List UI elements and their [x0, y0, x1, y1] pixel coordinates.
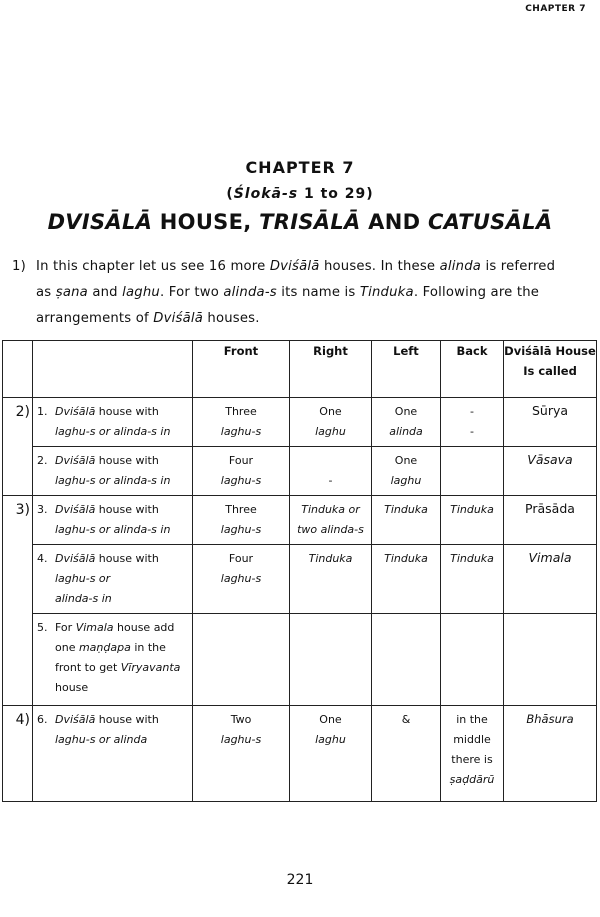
cell-house-name: Sūrya	[504, 398, 597, 447]
cell-right: One laghu	[290, 706, 372, 802]
cell-front: Three laghu-s	[193, 398, 290, 447]
table-row	[3, 706, 597, 802]
group-number: 3)	[3, 496, 33, 706]
row-description: 1. Dviśālā house with laghu-s or alinda-s in	[33, 398, 193, 447]
cell-back: - -	[441, 398, 504, 447]
cell-back: in the middle there is ṣaḍdārū	[441, 706, 504, 802]
cell-right: Tinduka or two alinda-s	[290, 496, 372, 545]
table-row	[3, 614, 597, 706]
cell-front: Four laghu-s	[193, 545, 290, 614]
cell-right: One laghu	[290, 398, 372, 447]
row-description: 6. Dviśālā house with laghu-s or alinda	[33, 706, 193, 802]
main-heading: DVISĀLĀ HOUSE, TRISĀLĀ AND CATUSĀLĀ	[47, 210, 553, 234]
header-empty	[33, 341, 193, 398]
cell-front: Three laghu-s	[193, 496, 290, 545]
cell-left: One alinda	[372, 398, 441, 447]
sloka-line: (Ślokā-s 1 to 29)	[226, 186, 374, 202]
table-row	[3, 447, 597, 496]
row-description: 2. Dviśālā house with laghu-s or alinda-s in	[33, 447, 193, 496]
cell-right: -	[290, 447, 372, 496]
cell-empty	[504, 614, 597, 706]
table-row	[3, 398, 597, 447]
group-number: 2)	[3, 398, 33, 496]
header-back: Back	[441, 341, 504, 398]
intro-paragraph: 1) In this chapter let us see 16 more Dviśālā houses. In these alinda is referred as ṣana and laghu. For two alinda-s its name is Tinduka. Following are the arrangements of Dviśālā houses.	[12, 254, 586, 332]
page-number: 221	[286, 872, 314, 888]
row-description: 5. For Vimala house add one maṇḍapa in the front to get Vīryavanta house	[33, 614, 193, 706]
table-header-row	[3, 341, 597, 398]
header-left: Left	[372, 341, 441, 398]
cell-left: &	[372, 706, 441, 802]
running-head: CHAPTER 7	[525, 4, 586, 14]
dvisala-table	[2, 340, 597, 802]
cell-back	[441, 447, 504, 496]
cell-empty	[193, 614, 290, 706]
header-front: Front	[193, 341, 290, 398]
cell-back: Tinduka	[441, 545, 504, 614]
cell-right: Tinduka	[290, 545, 372, 614]
cell-front: Two laghu-s	[193, 706, 290, 802]
cell-front: Four laghu-s	[193, 447, 290, 496]
cell-empty	[290, 614, 372, 706]
cell-left: Tinduka	[372, 545, 441, 614]
cell-empty	[441, 614, 504, 706]
cell-house-name: Prāsāda	[504, 496, 597, 545]
cell-left: One laghu	[372, 447, 441, 496]
cell-left: Tinduka	[372, 496, 441, 545]
cell-house-name: Vāsava	[504, 447, 597, 496]
header-empty	[3, 341, 33, 398]
intro-number: 1)	[12, 259, 26, 274]
header-right: Right	[290, 341, 372, 398]
chapter-title: CHAPTER 7	[245, 158, 355, 177]
cell-house-name: Bhāsura	[504, 706, 597, 802]
table-row	[3, 496, 597, 545]
header-house-name: Dviśālā House Is called	[504, 341, 597, 398]
cell-back: Tinduka	[441, 496, 504, 545]
cell-house-name: Vimala	[504, 545, 597, 614]
table-row	[3, 545, 597, 614]
row-description: 3. Dviśālā house with laghu-s or alinda-s in	[33, 496, 193, 545]
group-number: 4)	[3, 706, 33, 802]
row-description: 4. Dviśālā house with laghu-s or alinda-s in	[33, 545, 193, 614]
cell-empty	[372, 614, 441, 706]
